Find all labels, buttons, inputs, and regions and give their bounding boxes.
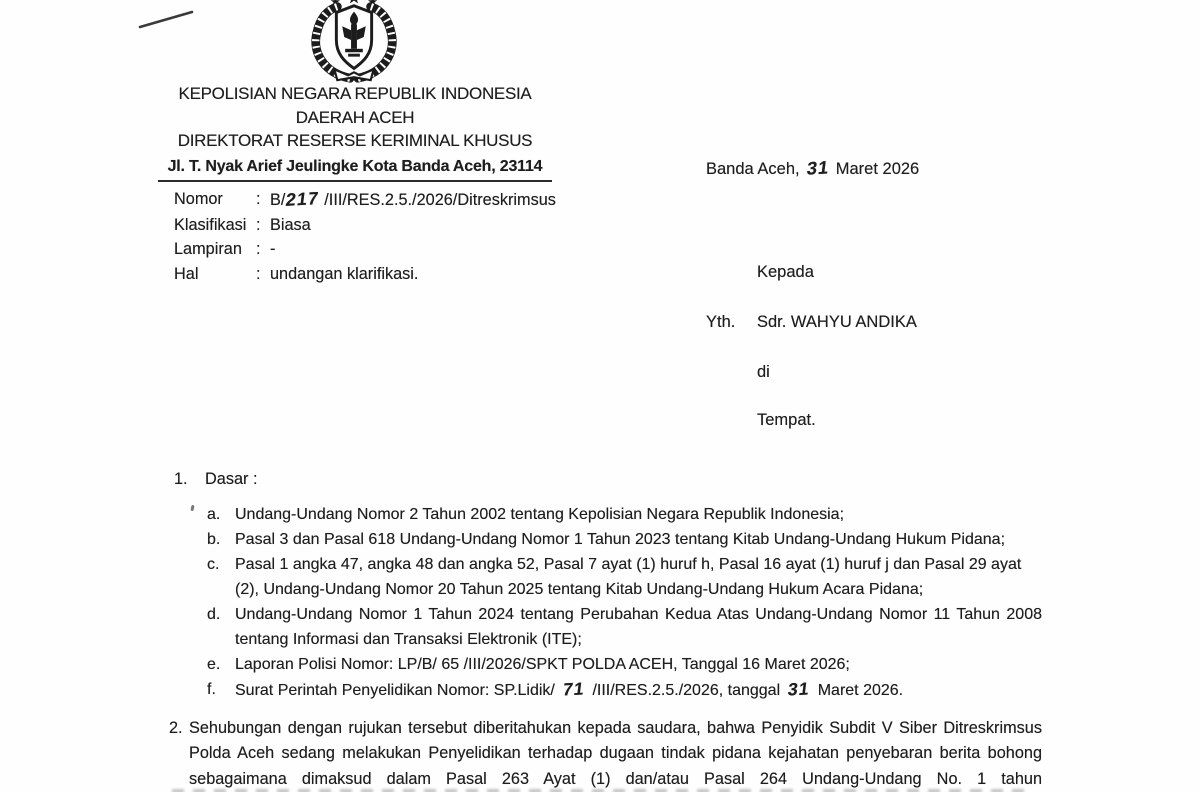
list-text: Undang-Undang Nomor 2 Tahun 2002 tentang Kepolisian Negara Republik Indonesia; [235,506,845,523]
list-marker: a. [207,506,221,523]
dateline-place: Banda Aceh, [706,160,800,178]
recipient-tempat: Tempat. [757,411,816,429]
nomor-prefix: B/ [270,191,286,209]
item1-title: Dasar : [205,470,258,488]
recipient-di: di [757,363,770,381]
hal-value: undangan klarifikasi. [270,264,419,283]
dasar-item-f [207,677,1042,703]
hal-label: Hal [174,264,199,283]
list-text [235,677,1042,703]
letterhead [110,82,600,182]
recipient-kepada: Kepada [757,263,814,281]
list-marker: b. [207,531,221,548]
nomor-rest: /III/RES.2.5./2026/Ditreskrimsus [324,191,556,209]
letterhead-directorate: DIREKTORAT RESERSE KERIMINAL KHUSUS [177,131,533,150]
f-prefix: Surat Perintah Penyelidikan Nomor: SP.Lidik/ [235,682,555,699]
body-item-2 [169,716,1042,792]
item2-paragraph: Sehubungan dengan rujukan tersebut diberitahukan kepada saudara, bahwa Penyidik Subdit V Siber Ditreskrimsus Polda Aceh sedang melakukan Penyelidikan terhadap dugaan tindak pidana kejahatan penyebaran berita bohong sebagaimana dimaksud dalam Pasal 263 Ayat (1) dan/atau Pasal 264 Undang-Undang No. 1 tahun [189,719,1042,788]
dasar-item-d [207,602,1042,652]
colon: : [256,240,261,259]
letterhead-address: Jl. T. Nyak Arief Jeulingke Kota Banda Aceh, 23114 [158,155,553,183]
dasar-item-c [207,552,1042,602]
dasar-item-a [207,502,1042,527]
item2-number: 2. [169,719,183,737]
letterhead-agency: KEPOLISIAN NEGARA REPUBLIK INDONESIA [178,84,532,103]
meta-row-lampiran [174,237,556,262]
letterhead-region: DAERAH ACEH [295,107,415,127]
f-mid: /III/RES.2.5./2026, tanggal [592,682,781,699]
recipient-name: Sdr. WAHYU ANDIKA [757,313,917,331]
list-text: Undang-Undang Nomor 1 Tahun 2024 tentang Perubahan Kedua Atas Undang-Undang Nomor 11 Tahun 2008 tentang Informasi dan Transaksi Elektronik (ITE); [235,606,1042,648]
dasar-item-e [207,652,1042,677]
nomor-label: Nomor [174,190,223,208]
dasar-list [207,502,1042,703]
meta-row-nomor [174,187,556,213]
list-text: Laporan Polisi Nomor: LP/B/ 65 /III/2026/SPKT POLDA ACEH, Tanggal 16 Maret 2026; [235,656,850,673]
recipient-yth-row [706,313,917,332]
list-marker: e. [207,656,221,673]
dateline-month-year: Maret 2026 [835,160,920,178]
list-text: Pasal 1 angka 47, angka 48 dan angka 52, Pasal 7 ayat (1) huruf h, Pasal 16 ayat (1) huruf j dan Pasal 29 ayat (2), Undang-Undang Nomor 20 Tahun 2025 tentang Kitab Undang-Undang Hukum Acara Pidana; [235,556,1022,598]
dasar-item-b [207,527,1042,552]
nomor-value [270,187,556,213]
list-marker: c. [207,556,220,573]
handwritten-tanggal-day: 31 [786,678,812,700]
f-suffix: Maret 2026. [817,682,904,699]
meta-row-hal [174,262,556,287]
pen-stray-mark [130,3,205,35]
klasifikasi-label: Klasifikasi [174,215,247,234]
handwritten-sp-lidik-number: 71 [561,678,586,700]
body-item-1 [174,470,257,489]
colon: : [256,215,261,234]
list-text: Pasal 3 dan Pasal 618 Undang-Undang Nomor 1 Tahun 2023 tentang Kitab Undang-Undang Hukum Pidana; [235,531,1006,548]
list-marker: d. [207,606,221,623]
meta-row-klasifikasi [174,213,556,238]
colon: : [256,264,261,283]
pen-tick-mark [190,505,194,511]
colon: : [256,190,261,208]
polri-tribrata-logo-icon [305,0,403,90]
dateline [706,158,919,179]
lampiran-label: Lampiran [174,240,242,259]
handwritten-nomor-number: 217 [285,188,321,210]
recipient-yth: Yth. [706,313,736,331]
list-marker: f. [207,681,216,698]
lampiran-value: - [270,240,276,259]
letter-meta [174,187,556,286]
klasifikasi-value: Biasa [270,215,311,234]
handwritten-day: 31 [805,157,831,179]
item1-number: 1. [174,470,188,488]
